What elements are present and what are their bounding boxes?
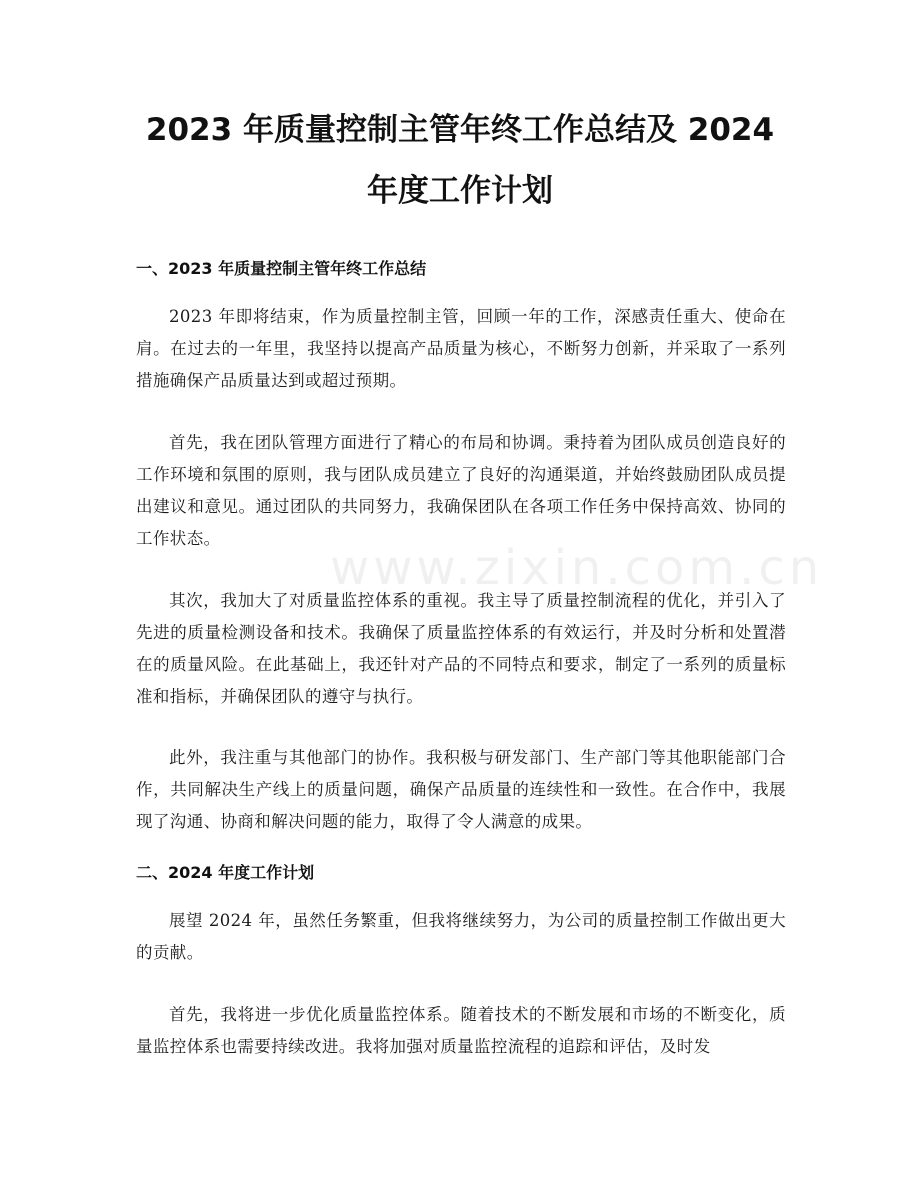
section-heading-plan: 二、2024 年度工作计划 xyxy=(136,863,315,882)
summary-paragraph-intro: 2023 年即将结束，作为质量控制主管，回顾一年的工作，深感责任重大、使命在肩。在过去的一年里，我坚持以提高产品质量为核心，不断努力创新，并采取了一系列措施确保产品质量达到或超过预期。 xyxy=(136,307,786,390)
summary-paragraph-team-management: 首先，我在团队管理方面进行了精心的布局和协调。秉持着为团队成员创造良好的工作环境和氛围的原则，我与团队成员建立了良好的沟通渠道，并始终鼓励团队成员提出建议和意见。通过团队的共同努力，我确保团队在各项工作任务中保持高效、协同的工作状态。 xyxy=(136,433,786,548)
watermark: www.zixin.com.cn xyxy=(330,540,824,596)
summary-paragraph-collaboration: 此外，我注重与其他部门的协作。我积极与研发部门、生产部门等其他职能部门合作，共同解决生产线上的质量问题，确保产品质量的连续性和一致性。在合作中，我展现了沟通、协商和解决问题的能力，取得了令人满意的成果。 xyxy=(136,748,786,831)
plan-paragraph-optimize-monitoring: 首先，我将进一步优化质量监控体系。随着技术的不断发展和市场的不断变化，质量监控体系也需要持续改进。我将加强对质量监控流程的追踪和评估，及时发 xyxy=(136,1005,786,1056)
document-title-line-1: 2023 年质量控制主管年终工作总结及 2024 xyxy=(145,112,775,148)
summary-paragraph-quality-monitoring: 其次，我加大了对质量监控体系的重视。我主导了质量控制流程的优化，并引入了先进的质量检测设备和技术。我确保了质量监控体系的有效运行，并及时分析和处置潜在的质量风险。在此基础上，我还针对产品的不同特点和要求，制定了一系列的质量标准和指标，并确保团队的遵守与执行。 xyxy=(136,591,786,706)
plan-paragraph-outlook: 展望 2024 年，虽然任务繁重，但我将继续努力，为公司的质量控制工作做出更大的贡献。 xyxy=(136,911,786,962)
section-heading-summary: 一、2023 年质量控制主管年终工作总结 xyxy=(136,259,427,278)
document-title-line-2: 年度工作计划 xyxy=(367,173,553,209)
